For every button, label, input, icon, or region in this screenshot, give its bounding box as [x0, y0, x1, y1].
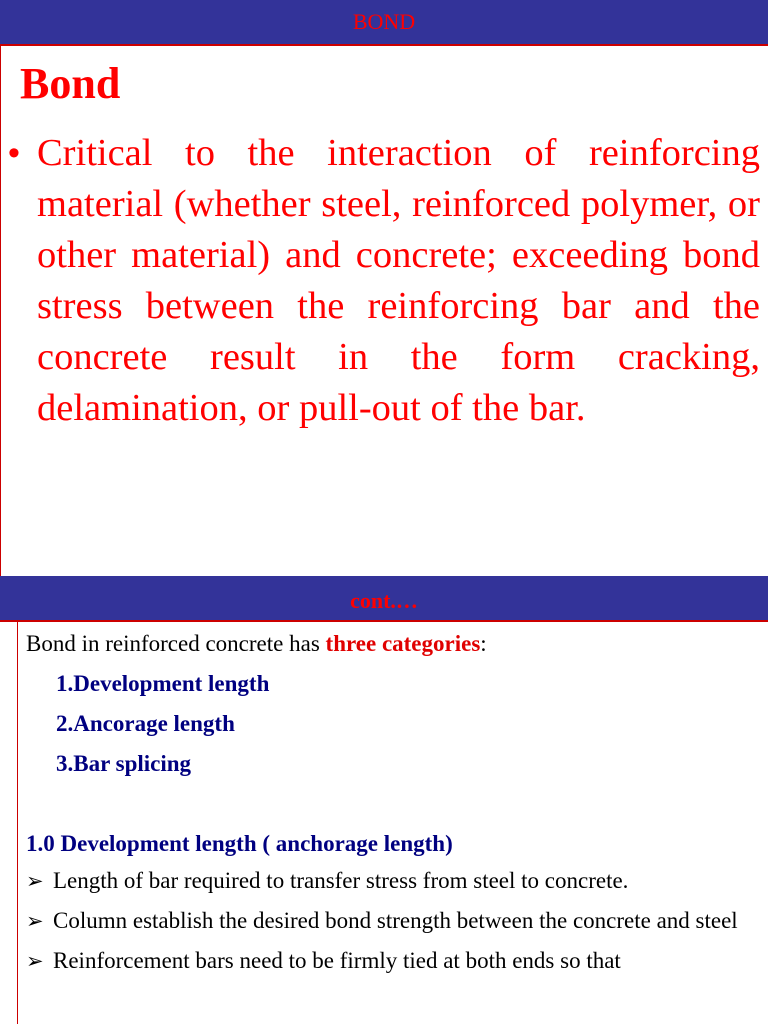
arrow-bullet-icon: ➢	[26, 869, 44, 893]
header-rule	[0, 44, 768, 46]
spacer	[26, 784, 760, 824]
bullet-item	[8, 128, 760, 434]
slide-header-bond: BOND	[0, 0, 768, 44]
slide-left-border	[17, 620, 18, 1024]
slide-header-cont: cont.…	[0, 576, 768, 620]
intro-highlight: three categories	[325, 631, 481, 656]
arrow-bullet-icon: ➢	[26, 909, 44, 933]
sub-heading: 1.0 Development length ( anchorage length)	[26, 831, 453, 856]
bullet-icon: •	[8, 134, 20, 172]
list-item	[26, 944, 760, 978]
slide-title: Bond	[20, 59, 121, 108]
category-item: 1.Development length	[56, 671, 270, 696]
list-item	[26, 904, 760, 938]
list-item-text: Length of bar required to transfer stress from steel to concrete.	[53, 868, 629, 893]
arrow-list	[26, 864, 760, 978]
list-item-text: Column establish the desired bond strength between the concrete and steel	[53, 908, 738, 933]
header-rule	[0, 620, 768, 622]
intro-suffix: :	[480, 631, 487, 656]
arrow-bullet-icon: ➢	[26, 949, 44, 973]
slide-cont	[0, 576, 768, 1024]
bullet-text: Critical to the interaction of reinforcing material (whether steel, reinforced polymer, or other material) and concrete; exceeding bond stress between the reinforcing bar and the concrete result in the form cracking, delamination, or pull-out of the bar.	[37, 132, 760, 429]
slide-content	[26, 624, 760, 978]
intro-line	[26, 624, 760, 664]
list-item-text: Reinforcement bars need to be firmly tied at both ends so that	[53, 948, 621, 973]
list-item	[26, 864, 760, 898]
category-item: 3.Bar splicing	[56, 751, 192, 776]
slide-left-border	[0, 44, 1, 576]
category-item: 2.Ancorage length	[56, 711, 235, 736]
intro-prefix: Bond in reinforced concrete has	[26, 631, 326, 656]
